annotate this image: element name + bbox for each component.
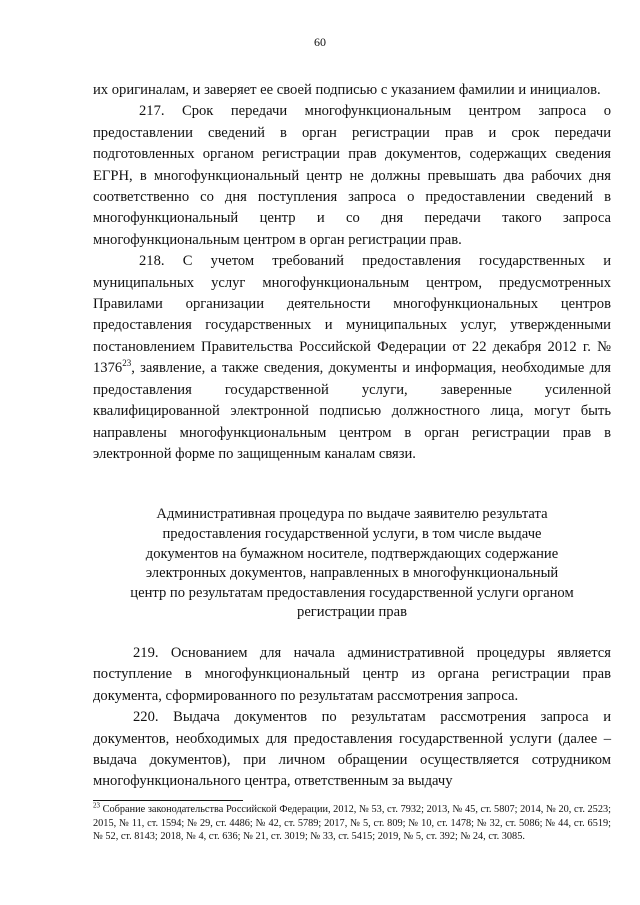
- paragraph-219: 219. Основанием для начала административной процедуры является поступление в многофункциональный центр из органа регистрации прав документа, сформированного по результатам рассмотрения запроса.: [93, 644, 611, 704]
- section-heading: [93, 505, 611, 623]
- page-number: 60: [314, 35, 326, 49]
- heading-line: электронных документов, направленных в многофункциональный: [145, 565, 559, 582]
- paragraph-218-text-b: , заявление, а также сведения, документы и информация, необходимые для предоставления государственной услуги, заверенные усиленной квалифицированной электронной подписью должностного лица, могут быть направлены многофункциональным центром в орган регистрации прав в электронной форме по защищенным каналам связи.: [93, 360, 611, 462]
- footnote-separator: [93, 800, 243, 801]
- heading-line: регистрации прав: [297, 604, 407, 621]
- body-text: [93, 80, 611, 793]
- footnote-text: Собрание законодательства Российской Федерации, 2012, № 53, ст. 7932; 2013, № 45, ст. 5807; 2014, № 20, ст. 2523; 2015, № 11, ст. 1594; № 29, ст. 4486; № 42, ст. 5789; 2017, № 5, ст. 809; № 10, ст. 1478; № 32, ст. 5086; № 44, ст. 6519; № 52, ст. 8143; 2018, № 4, ст. 636; № 21, ст. 3019; № 33, ст. 5415; 2019, № 5, ст. 392; № 24, ст. 3085.: [93, 804, 611, 843]
- heading-line: предоставления государственной услуги, в том числе выдаче: [162, 525, 542, 542]
- footnote: [93, 803, 611, 844]
- footnote-reference: 23: [122, 358, 132, 369]
- paragraph-218-text-a: 218. С учетом требований предоставления государственных и муниципальных услуг многофункциональным центром, предусмотренных Правилами организации деятельности многофункциональных центров предоставления государственных и муниципальных услуг, утвержденными постановлением Правительства Российской Федерации от 22 декабря 2012 г. № 1376: [93, 253, 611, 377]
- heading-line: Административная процедура по выдаче заявителю результата: [156, 506, 548, 523]
- paragraph-218: [93, 251, 611, 465]
- paragraph-217: 217. Срок передачи многофункциональным центром запроса о предоставлении сведений в орган регистрации прав и срок передачи подготовленных органом регистрации прав документов, содержащих сведения ЕГРН, в многофункциональный центр не должны превышать два рабочих дня соответственно со дня поступления запроса о предоставлении сведений в многофункциональный центр и со дня передачи такого запроса многофункциональным центром в орган регистрации прав.: [93, 103, 611, 248]
- paragraph-220: 220. Выдача документов по результатам рассмотрения запроса и документов, необходимых для предоставления государственной услуги (далее – выдача документов), при личном обращении осуществляется сотрудником многофункционального центра, ответственным за выдачу: [93, 709, 611, 790]
- heading-line: документов на бумажном носителе, подтверждающих содержание: [145, 545, 559, 562]
- footnote-mark: 23: [93, 801, 100, 810]
- heading-line: центр по результатам предоставления государственной услуги органом: [130, 584, 574, 601]
- paragraph-continuation: их оригиналам, и заверяет ее своей подписью с указанием фамилии и инициалов.: [93, 82, 601, 98]
